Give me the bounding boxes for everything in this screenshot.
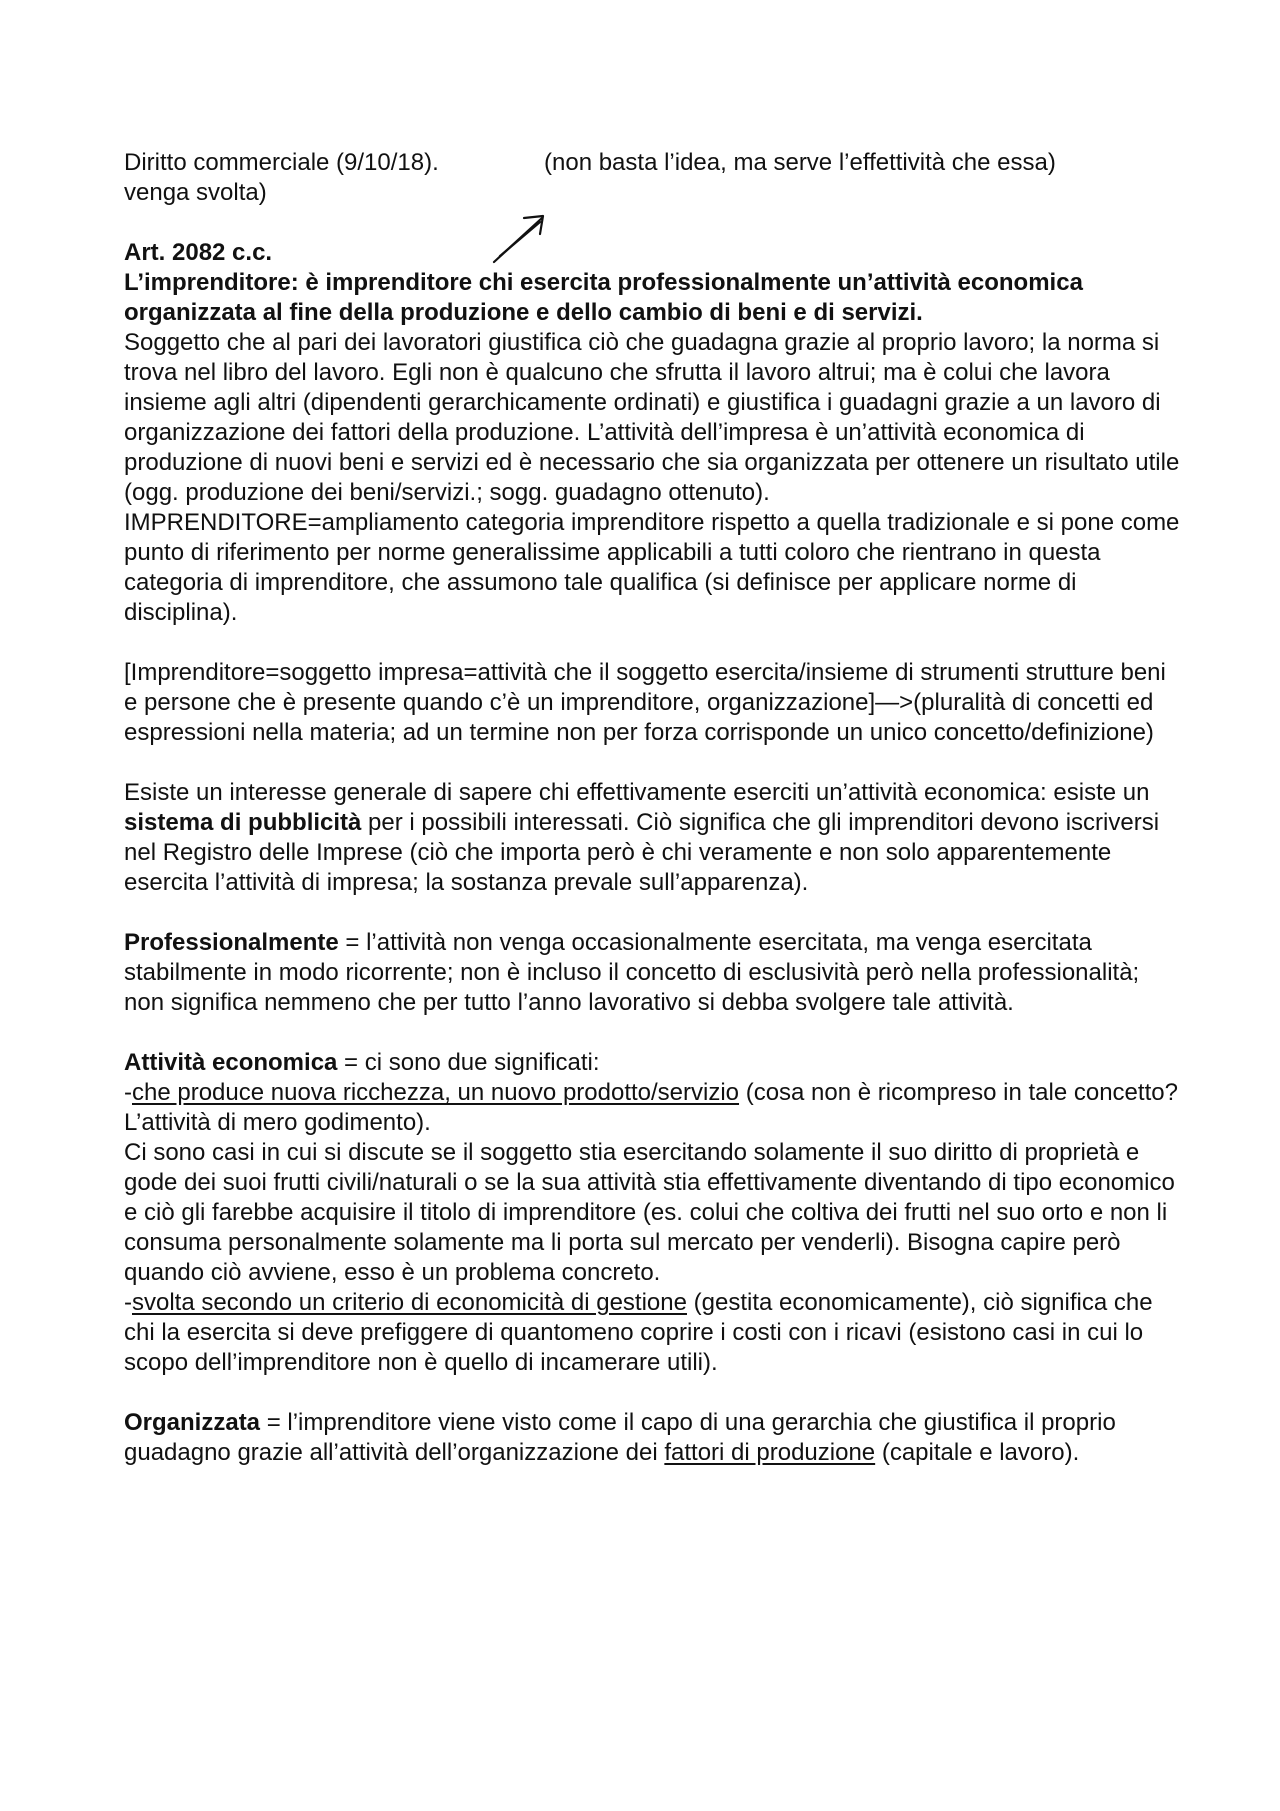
term-organizzata: Organizzata bbox=[124, 1409, 261, 1436]
paragraph-professionalmente: Professionalmente = l’attività non venga occasionalmente esercitata, ma venga esercitata stabilmente in modo ricorrente; non è incluso il concetto di esclusività però nella professionalità; non significa nemmeno che per tutto l’anno lavorativo si debba svolgere tale attività. bbox=[124, 929, 1140, 1016]
article-heading: Art. 2082 c.c. bbox=[124, 239, 273, 266]
term-attivita-economica: Attività economica bbox=[124, 1049, 338, 1076]
list-item-economicita: -svolta secondo un criterio di economicità di gestione (gestita economicamente), ciò significa che chi la esercita si deve prefiggere di quantomeno coprire i costi con i ricavi (esistono casi in cui lo scopo dell’imprenditore non è quello di incamerare utili). bbox=[124, 1289, 1153, 1376]
paragraph-concetti: [Imprenditore=soggetto impresa=attività che il soggetto esercita/insieme di strumenti strutture beni e persone che è presente quando c’è un imprenditore, organizzazione]—>(pluralità di concetti ed espressioni nella materia; ad un termine non per forza corrisponde un unico concetto/definizione) bbox=[124, 659, 1166, 746]
term-professionalmente: Professionalmente bbox=[124, 929, 339, 956]
paragraph-imprenditore: IMPRENDITORE=ampliamento categoria imprenditore rispetto a quella tradizionale e si pone come punto di riferimento per norme generalissime applicabili a tutti coloro che rientrano in questa categoria di imprenditore, che assumono tale qualifica (si definisce per applicare norme di disciplina). bbox=[124, 509, 1180, 626]
paragraph-soggetto: Soggetto che al pari dei lavoratori giustifica ciò che guadagna grazie al proprio lavoro; la norma si trova nel libro del lavoro. Egli non è qualcuno che sfrutta il lavoro altrui; ma è colui che lavora insieme agli altri (dipendenti gerarchicamente ordinati) e giustifica i guadagni grazie a un lavoro di organizzazione dei fattori della produzione. L’attività dell’impresa è un’attività economica di produzione di nuovi beni e servizi ed è necessario che sia organizzata per ottenere un risultato utile (ogg. produzione dei beni/servizi.; sogg. guadagno ottenuto). bbox=[124, 329, 1180, 506]
list-item-nuova-ricchezza: -che produce nuova ricchezza, un nuovo prodotto/servizio (cosa non è ricompreso in tale concetto? L’attività di mero godimento). bbox=[124, 1079, 1178, 1136]
header-annotation-continuation: venga svolta) bbox=[124, 179, 267, 206]
paragraph-casi: Ci sono casi in cui si discute se il soggetto stia esercitando solamente il suo diritto di proprietà e gode dei suoi frutti civili/naturali o se la sua attività stia effettivamente diventando di tipo economico e ciò gli farebbe acquisire il titolo di imprenditore (es. colui che coltiva dei frutti nel suo orto e non li consuma personalmente solamente ma li porta sul mercato per venderli). Bisogna capire però quando ciò avviene, esso è un problema concreto. bbox=[124, 1139, 1175, 1286]
document-page bbox=[124, 148, 1184, 1468]
article-definition: L’imprenditore: è imprenditore chi esercita professionalmente un’attività economica organizzata al fine della produzione e dello cambio di beni e di servizi. bbox=[124, 269, 1083, 326]
paragraph-organizzata: Organizzata = l’imprenditore viene visto come il capo di una gerarchia che giustifica il proprio guadagno grazie all’attività dell’organizzazione dei fattori di produzione (capitale e lavoro). bbox=[124, 1409, 1116, 1466]
paragraph-attivita-economica: Attività economica = ci sono due significati: bbox=[124, 1049, 600, 1076]
header-annotation: (non basta l’idea, ma serve l’effettività che essa) bbox=[544, 149, 1056, 176]
term-sistema-pubblicita: sistema di pubblicità bbox=[124, 809, 362, 836]
document-title: Diritto commerciale (9/10/18). bbox=[124, 149, 439, 176]
paragraph-pubblicita: Esiste un interesse generale di sapere chi effettivamente eserciti un’attività economica: esiste un sistema di pubblicità per i possibili interessati. Ciò significa che gli imprenditori devono iscriversi nel Registro delle Imprese (ciò che importa però è chi veramente e non solo apparentemente esercita l’attività di impresa; la sostanza prevale sull’apparenza). bbox=[124, 779, 1160, 896]
header-line bbox=[124, 148, 1184, 178]
